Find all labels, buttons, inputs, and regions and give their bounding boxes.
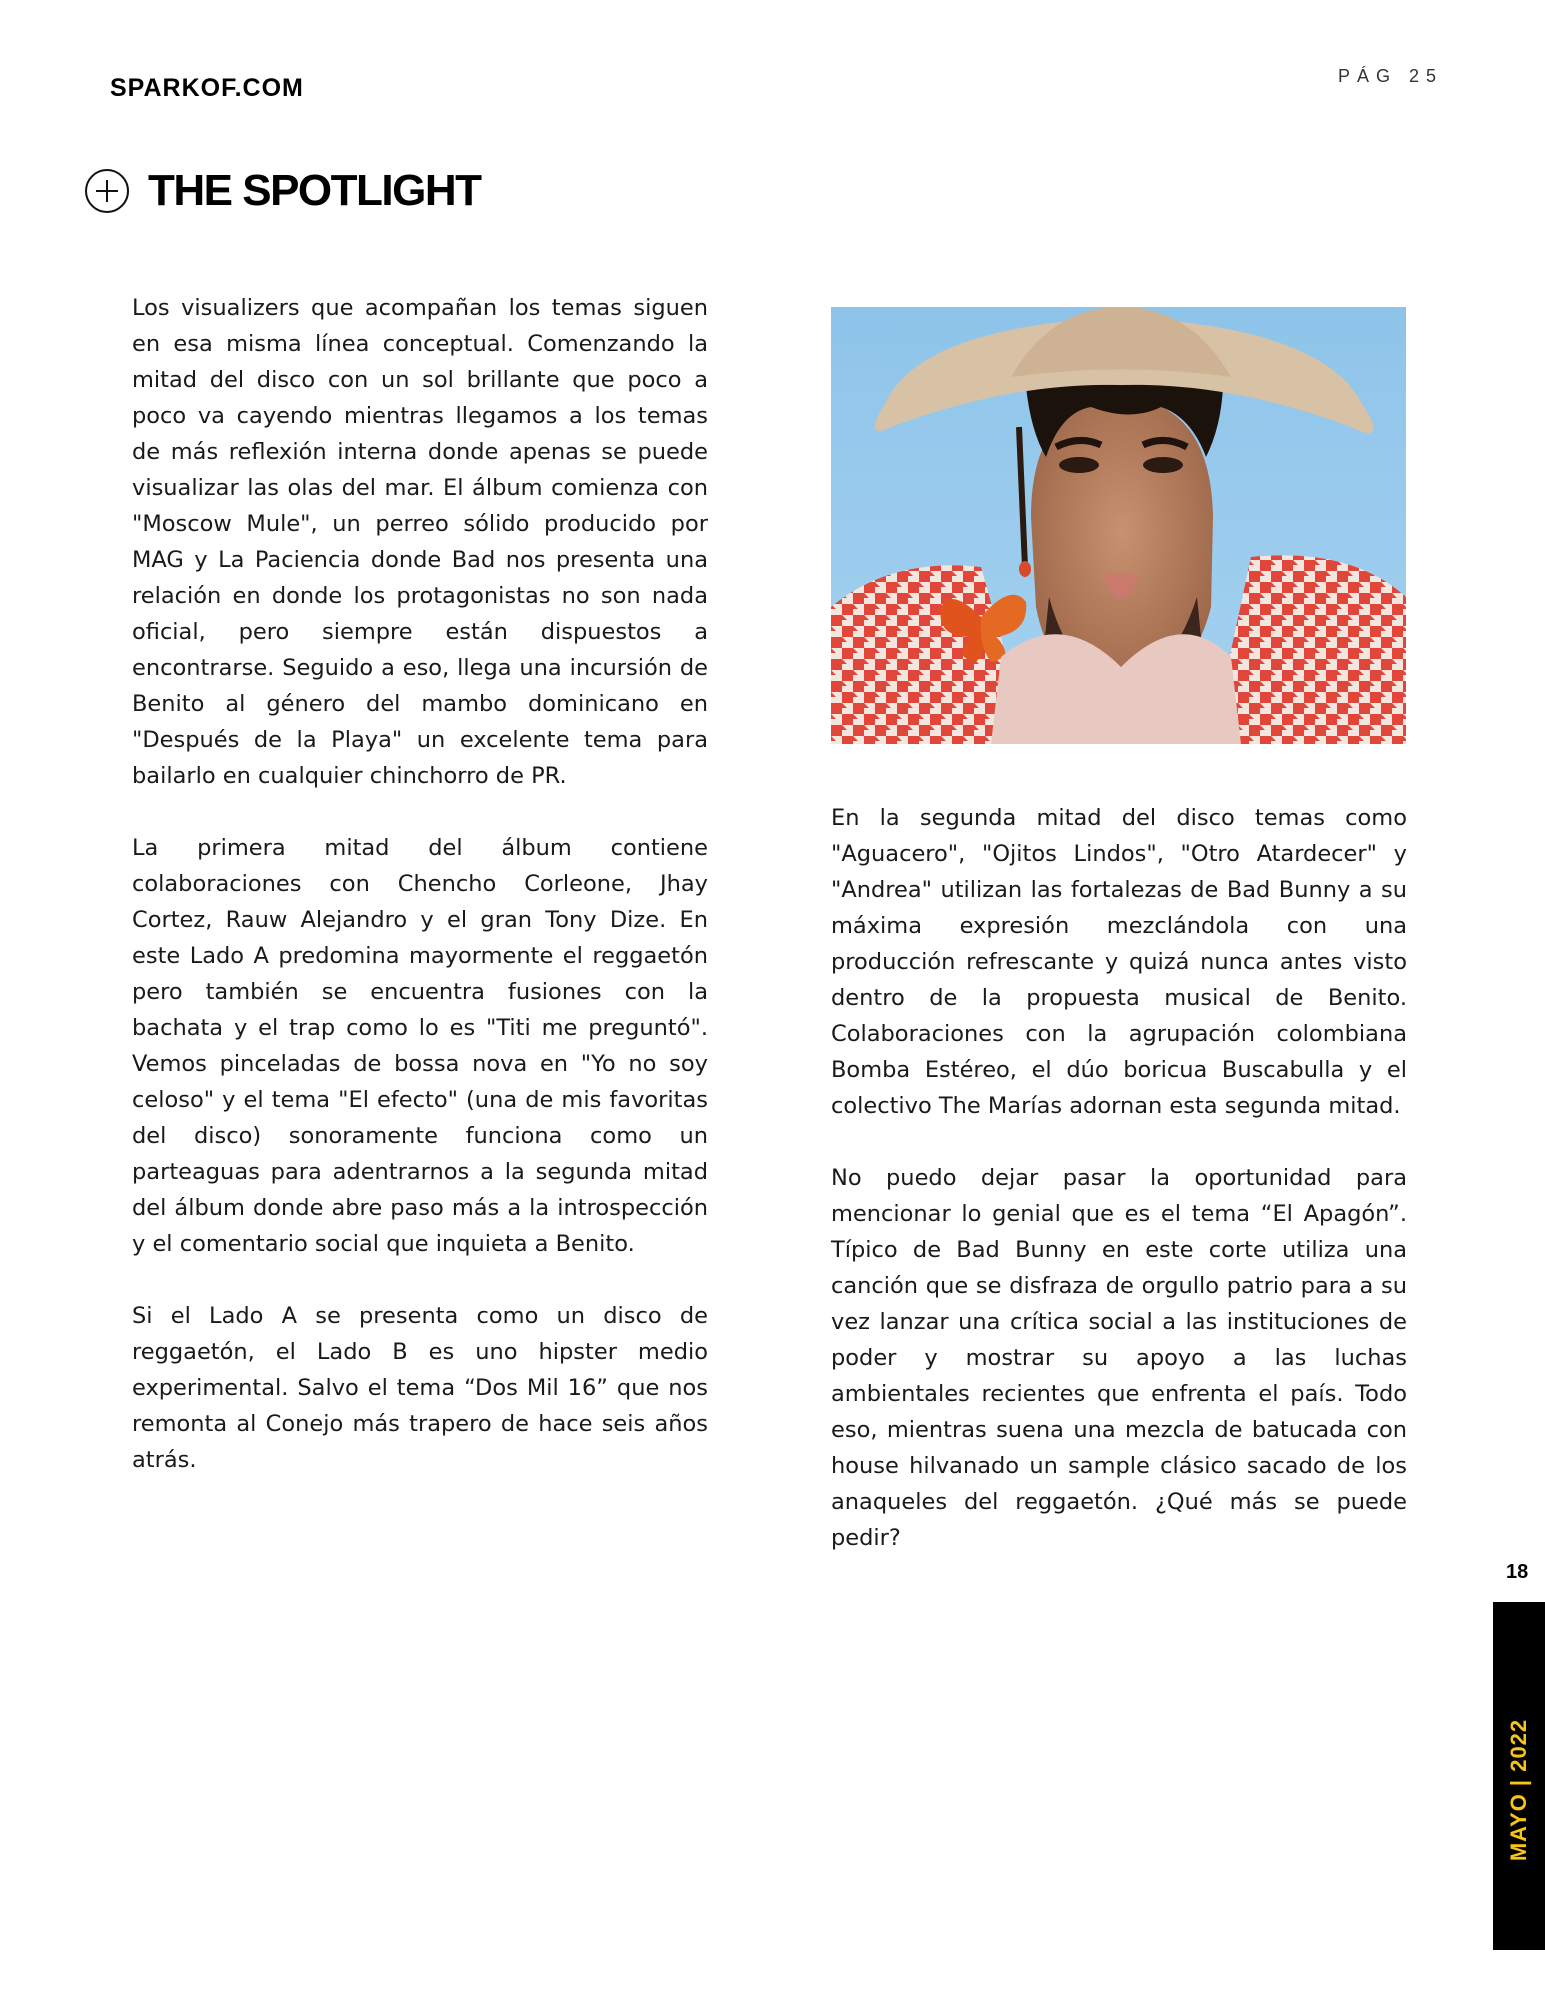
artist-photo	[831, 307, 1406, 744]
date-bar	[1493, 1602, 1545, 1950]
paragraph: Si el Lado A se presenta como un disco de reggaetón, el Lado B es uno hipster medio experimental. Salvo el tema “Dos Mil 16” que nos remonta al Conejo más trapero de hace seis años atrás.	[132, 1303, 708, 1473]
section-title: THE SPOTLIGHT	[148, 166, 481, 215]
page-number: 18	[1506, 1561, 1529, 1583]
article-right-column	[831, 800, 1407, 1592]
paragraph: La primera mitad del álbum contiene colaboraciones con Chencho Corleone, Jhay Cortez, Rauw Alejandro y el gran Tony Dize. En este Lado A predomina mayormente el reggaetón pero también se encuentra fusiones con la bachata y el trap como lo es "Titi me preguntó". Vemos pinceladas de bossa nova en "Yo no soy celoso" y el tema "El efecto" (una de mis favoritas del disco) sonoramente funciona como un parteaguas para adentrarnos a la segunda mitad del álbum donde abre paso más a la introspección y el comentario social que inquieta a Benito.	[132, 835, 708, 1257]
paragraph: Los visualizers que acompañan los temas siguen en esa misma línea conceptual. Comenzando la mitad del disco con un sol brillante que poco a poco va cayendo mientras llegamos a los temas de más reflexión interna donde apenas se puede visualizar las olas del mar. El álbum comienza con "Moscow Mule", un perreo sólido producido por MAG y La Paciencia donde Bad nos presenta una relación en donde los protagonistas no son nada oficial, pero siempre están dispuestos a encontrarse. Seguido a eso, llega una incursión de Benito al género del mambo dominicano en "Después de la Playa" un excelente tema para bailarlo en cualquier chinchorro de PR.	[132, 295, 708, 789]
page-label: PÁG 25	[1338, 66, 1444, 86]
article-left-column	[132, 290, 708, 1514]
section-header	[84, 166, 481, 216]
issue-date: MAYO | 2022	[1506, 1718, 1531, 1862]
site-name: SPARKOF.COM	[110, 74, 304, 102]
plus-circle-icon	[84, 168, 130, 214]
paragraph: No puedo dejar pasar la oportunidad para mencionar lo genial que es el tema “El Apagón”. Típico de Bad Bunny en este corte utiliza una canción que se disfraza de orgullo patrio para a su vez lanzar una crítica social a las instituciones de poder y mostrar su apoyo a las luchas ambientales recientes que enfrenta el país. Todo eso, mientras suena una mezcla de batucada con house hilvanado un sample clásico sacado de los anaqueles del reggaetón. ¿Qué más se puede pedir?	[831, 1165, 1407, 1551]
paragraph: En la segunda mitad del disco temas como "Aguacero", "Ojitos Lindos", "Otro Atardecer" y "Andrea" utilizan las fortalezas de Bad Bunny a su máxima expresión mezclándola con una producción refrescante y quizá nunca antes visto dentro de la propuesta musical de Benito. Colaboraciones con la agrupación colombiana Bomba Estéreo, el dúo boricua Buscabulla y el colectivo The Marías adornan esta segunda mitad.	[831, 805, 1407, 1119]
